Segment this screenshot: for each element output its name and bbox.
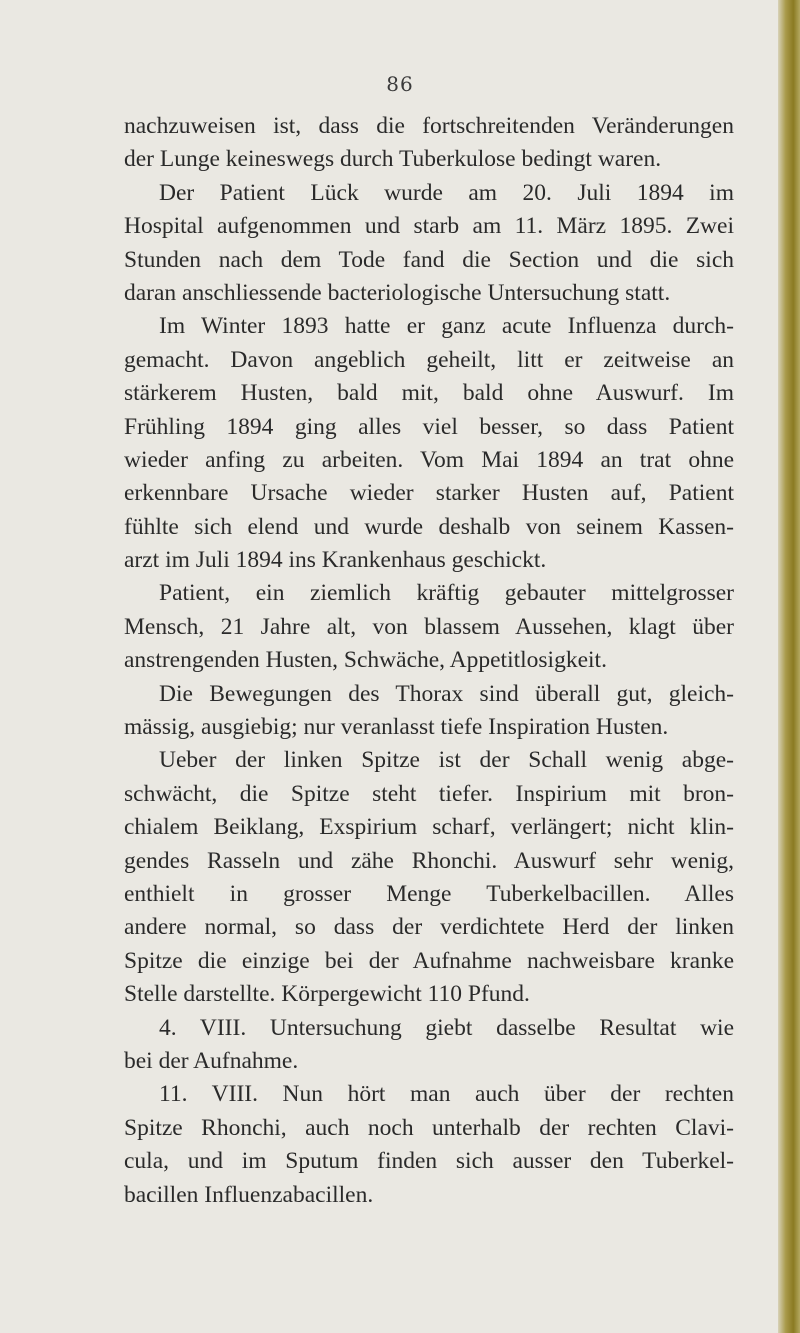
text-line: Frühling 1894 ging alles viel besser, so dass Patient: [124, 413, 734, 440]
text-line: Im Winter 1893 hatte er ganz acute Influenza durch-: [159, 313, 734, 340]
text-line: fühlte sich elend und wurde deshalb von seinem Kassen-: [124, 513, 734, 540]
text-line: enthielt in grosser Menge Tuberkelbacillen. Alles: [124, 880, 734, 907]
text-line: 11. VIII. Nun hört man auch über der rechten: [159, 1081, 734, 1108]
text-line: stärkerem Husten, bald mit, bald ohne Auswurf. Im: [124, 380, 734, 407]
text-line: 4. VIII. Untersuchung giebt dasselbe Resultat wie: [159, 1014, 734, 1041]
text-line: mässig, ausgiebig; nur veranlasst tiefe Inspiration Husten.: [124, 714, 669, 741]
text-line: schwächt, die Spitze steht tiefer. Inspirium mit bron-: [124, 780, 734, 807]
text-line: arzt im Juli 1894 ins Krankenhaus geschickt.: [124, 547, 547, 574]
text-line: cula, und im Sputum finden sich ausser den Tuberkel-: [124, 1148, 734, 1175]
page-number: 86: [386, 72, 414, 96]
text-line: Patient, ein ziemlich kräftig gebauter mittelgrosser: [159, 580, 734, 607]
text-line: Stelle darstellte. Körpergewicht 110 Pfund.: [124, 981, 530, 1008]
text-line: Hospital aufgenommen und starb am 11. März 1895. Zwei: [124, 213, 734, 240]
text-line: andere normal, so dass der verdichtete Herd der linken: [124, 914, 734, 941]
text-line: der Lunge keineswegs durch Tuberkulose bedingt waren.: [124, 146, 662, 173]
text-line: nachzuweisen ist, dass die fortschreitenden Veränderungen: [124, 113, 734, 139]
text-line: bei der Aufnahme.: [124, 1047, 299, 1074]
text-line: Spitze die einzige bei der Aufnahme nachweisbare kranke: [124, 947, 734, 974]
text-line: anstrengenden Husten, Schwäche, Appetitlosigkeit.: [124, 647, 607, 674]
text-line: Die Bewegungen des Thorax sind überall gut, gleich-: [159, 680, 734, 707]
text-line: chialem Beiklang, Exspirium scharf, verlängert; nicht klin-: [124, 814, 734, 841]
text-line: erkennbare Ursache wieder starker Husten auf, Patient: [124, 480, 734, 507]
text-line: gemacht. Davon angeblich geheilt, litt er zeitweise an: [124, 346, 734, 373]
page-edge: [778, 0, 800, 1333]
text-line: daran anschliessende bacteriologische Untersuchung statt.: [124, 279, 671, 306]
text-line: Mensch, 21 Jahre alt, von blassem Aussehen, klagt über: [124, 613, 734, 640]
text-line: Spitze Rhonchi, auch noch unterhalb der rechten Clavi-: [124, 1114, 734, 1141]
text-line: Ueber der linken Spitze ist der Schall wenig abge-: [159, 747, 734, 774]
text-line: gendes Rasseln und zähe Rhonchi. Auswurf sehr wenig,: [124, 847, 734, 874]
text-line: Der Patient Lück wurde am 20. Juli 1894 im: [159, 179, 734, 206]
text-line: bacillen Influenzabacillen.: [124, 1181, 374, 1208]
body-text: [124, 110, 734, 1212]
text-line: Stunden nach dem Tode fand die Section und die sich: [124, 246, 734, 273]
text-line: wieder anfing zu arbeiten. Vom Mai 1894 an trat ohne: [124, 446, 734, 473]
